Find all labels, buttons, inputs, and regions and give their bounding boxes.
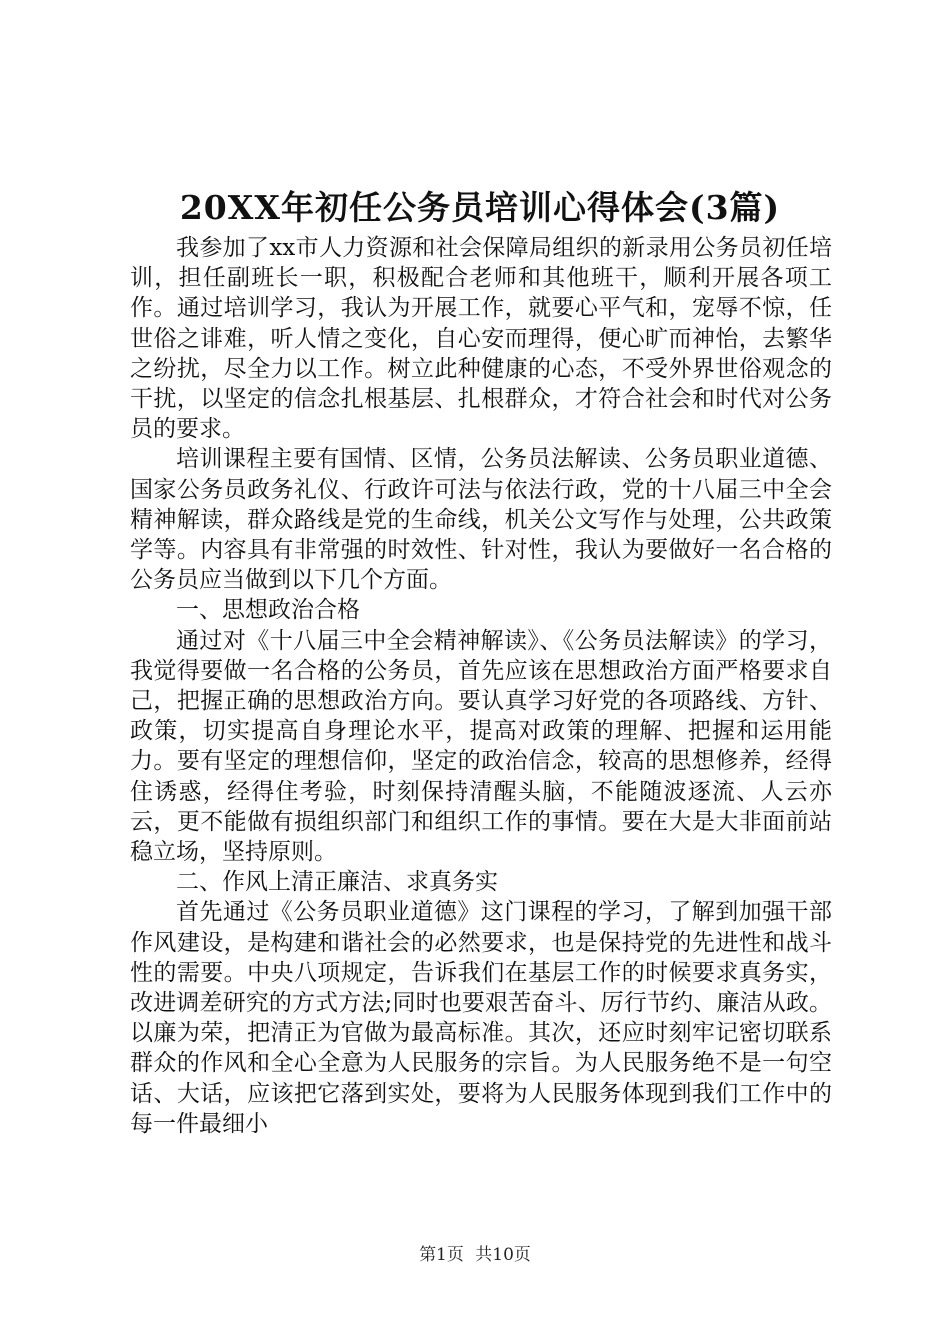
section-heading-conduct: 二、作风上清正廉洁、求真务实 (176, 869, 498, 896)
page-number: 第1页 (419, 1245, 464, 1265)
document-title: 20XX年初任公务员培训心得体会(3篇) (179, 188, 781, 227)
page-total: 共10页 (475, 1245, 531, 1265)
document-body (130, 233, 832, 1139)
page-footer (0, 1243, 950, 1267)
paragraph-conduct: 首先通过《公务员职业道德》这门课程的学习，了解到加强干部作风建设，是构建和谐社会的必然要求，也是保持党的先进性和战斗性的需要。中央八项规定，告诉我们在基层工作的时候要求真务实，改进调差研究的方式方法;同时也要艰苦奋斗、厉行节约、廉洁从政。以廉为荣，把清正为官做为最高标准。其次，还应时刻牢记密切联系群众的作风和全心全意为人民服务的宗旨。为人民服务绝不是一句空话、大话，应该把它落到实处，要将为人民服务体现到我们工作中的每一件最细小 (130, 899, 832, 1137)
paragraph-courses: 培训课程主要有国情、区情，公务员法解读、公务员职业道德、国家公务员政务礼仪、行政许可法与依法行政，党的十八届三中全会精神解读，群众路线是党的生命线，机关公文写作与处理，公共政策学等。内容具有非常强的时效性、针对性，我认为要做好一名合格的公务员应当做到以下几个方面。 (130, 446, 832, 594)
paragraph-political: 通过对《十八届三中全会精神解读》、《公务员法解读》的学习，我觉得要做一名合格的公务员，首先应该在思想政治方面严格要求自己，把握正确的思想政治方向。要认真学习好党的各项路线、方针、政策，切实提高自身理论水平，提高对政策的理解、把握和运用能力。要有坚定的理想信仰，坚定的政治信念，较高的思想修养，经得住诱惑，经得住考验，时刻保持清醒头脑，不能随波逐流、人云亦云，更不能做有损组织部门和组织工作的事情。要在大是大非面前站稳立场，坚持原则。 (130, 627, 832, 866)
paragraph-intro: 我参加了xx市人力资源和社会保障局组织的新录用公务员初任培训，担任副班长一职，积极配合老师和其他班干，顺利开展各项工作。通过培训学习，我认为开展工作，就要心平气和，宠辱不惊，任世俗之诽难，听人情之变化，自心安而理得，便心旷而神怡，去繁华之纷扰，尽全力以工作。树立此种健康的心态，不受外界世俗观念的干扰，以坚定的信念扎根基层、扎根群众，才符合社会和时代对公务员的要求。 (130, 235, 832, 443)
section-heading-political: 一、思想政治合格 (176, 597, 360, 624)
